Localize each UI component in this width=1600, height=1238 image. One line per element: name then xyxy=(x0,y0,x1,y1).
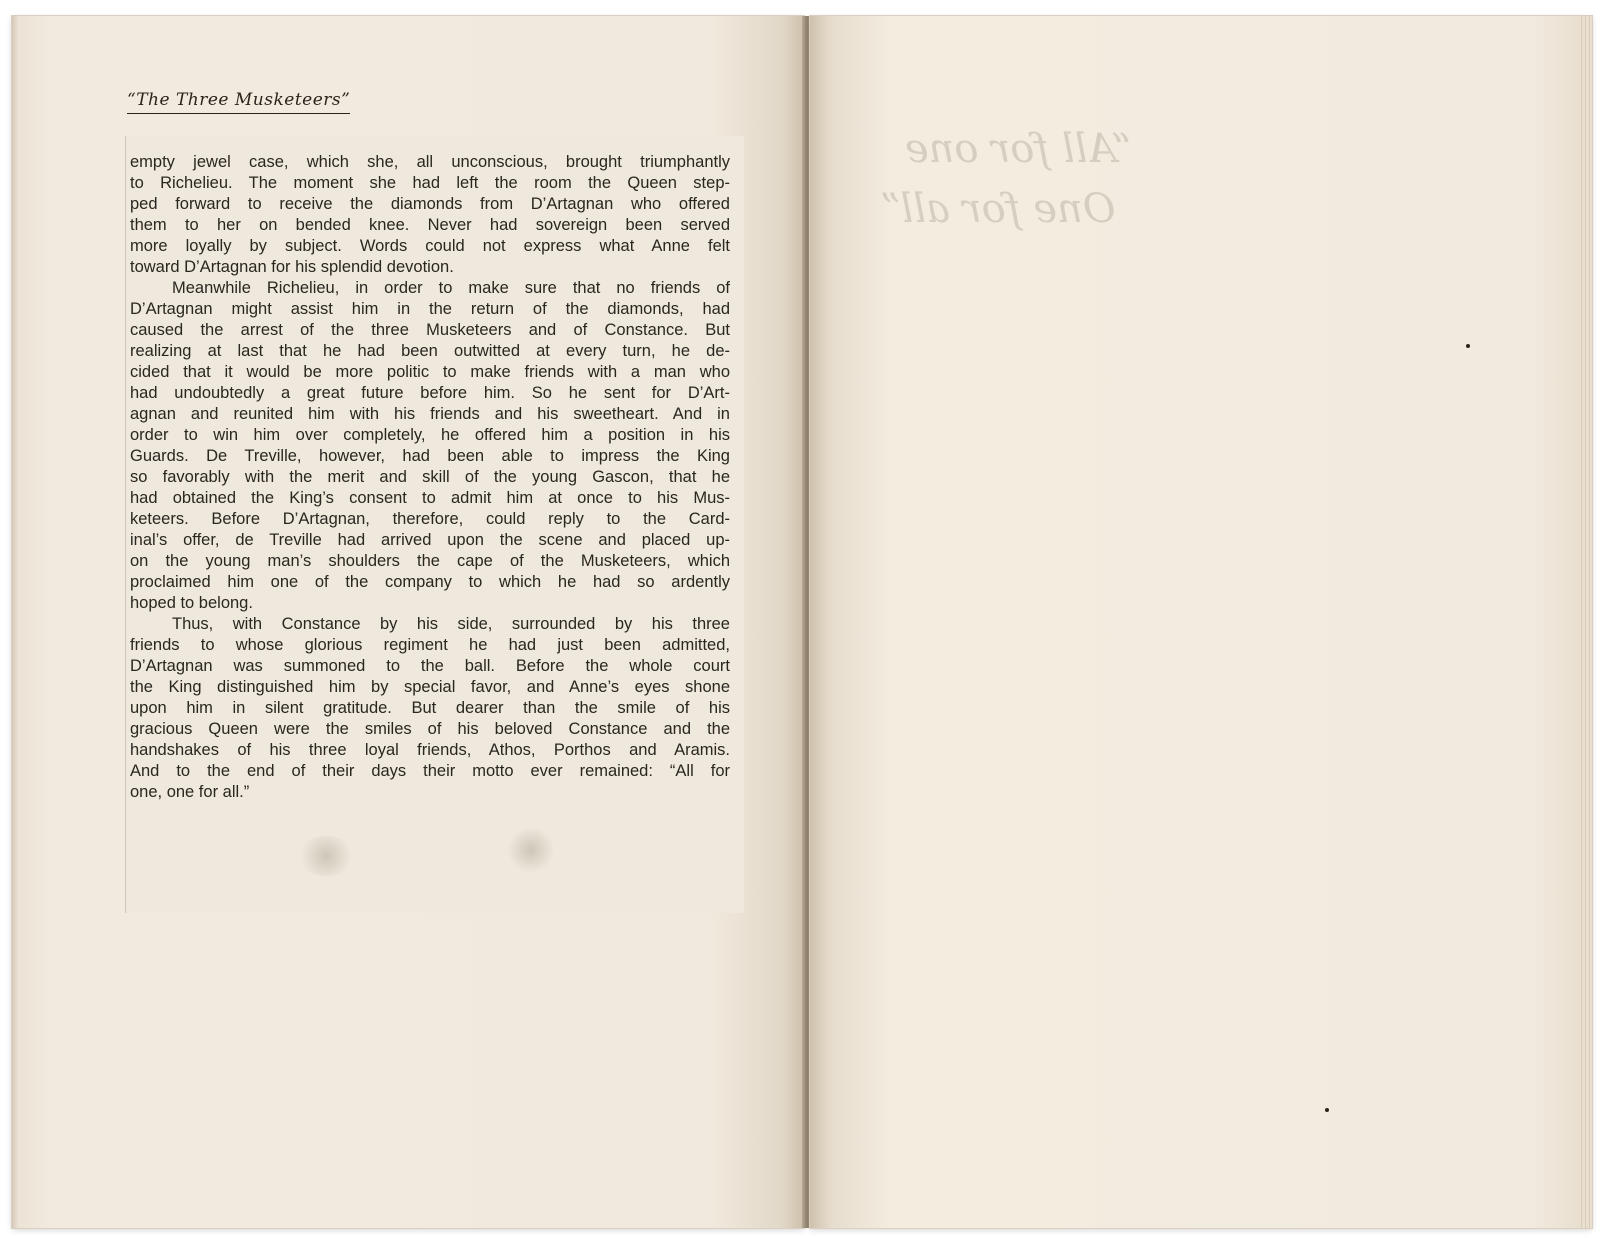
paragraph xyxy=(126,614,730,803)
smudge-mark xyxy=(296,836,356,876)
text-line: D’Artagnan was summoned to the ball. Before the whole court xyxy=(130,657,730,675)
text-line: Guards. De Treville, however, had been able to impress the King xyxy=(130,447,730,465)
bleed-through-line-1: “All for one xyxy=(905,126,1132,172)
text-line: on the young man’s shoulders the cape of the Musketeers, which xyxy=(130,552,730,570)
bleed-through-line-2: One for all” xyxy=(880,186,1116,232)
text-line: so favorably with the merit and skill of the young Gascon, that he xyxy=(130,468,730,486)
text-line: the King distinguished him by special favor, and Anne’s eyes shone xyxy=(130,678,730,696)
left-page-edge xyxy=(12,16,18,1228)
text-line: toward D’Artagnan for his splendid devotion. xyxy=(130,258,454,276)
text-line: one, one for all.” xyxy=(130,783,250,801)
text-line: agnan and reunited him with his friends and his sweetheart. And in xyxy=(130,405,730,423)
left-page xyxy=(12,16,804,1228)
right-page xyxy=(810,16,1592,1228)
text-line: ped forward to receive the diamonds from D’Artagnan who offered xyxy=(130,195,730,213)
text-line: realizing at last that he had been outwitted at every turn, he de- xyxy=(130,342,730,360)
text-line: gracious Queen were the smiles of his beloved Constance and the xyxy=(130,720,730,738)
text-line: them to her on bended knee. Never had sovereign been served xyxy=(130,216,730,234)
text-line: cided that it would be more politic to make friends with a man who xyxy=(130,363,730,381)
text-line: handshakes of his three loyal friends, Athos, Porthos and Aramis. xyxy=(130,741,730,759)
text-line: more loyally by subject. Words could not express what Anne felt xyxy=(130,237,730,255)
right-page-edge xyxy=(1578,16,1592,1228)
running-head: “The Three Musketeers” xyxy=(127,90,350,114)
book-spread xyxy=(10,16,1590,1228)
body-text xyxy=(126,152,744,803)
paper-speck xyxy=(1466,344,1470,348)
text-block xyxy=(125,136,744,913)
text-line: order to win him over completely, he offered him a position in his xyxy=(130,426,730,444)
paragraph xyxy=(126,278,730,614)
text-line: proclaimed him one of the company to which he had so ardently xyxy=(130,573,730,591)
text-line: hoped to belong. xyxy=(130,594,253,612)
paragraph xyxy=(126,152,730,278)
text-line: upon him in silent gratitude. But dearer than the smile of his xyxy=(130,699,730,717)
text-line: empty jewel case, which she, all unconscious, brought triumphantly xyxy=(130,153,730,171)
text-line: had obtained the King’s consent to admit him at once to his Mus- xyxy=(130,489,730,507)
text-line: to Richelieu. The moment she had left the room the Queen step- xyxy=(130,174,730,192)
text-line: Meanwhile Richelieu, in order to make sure that no friends of xyxy=(172,279,730,297)
text-line: caused the arrest of the three Musketeers and of Constance. But xyxy=(130,321,730,339)
smudge-mark xyxy=(506,828,556,872)
text-line: inal’s offer, de Treville had arrived upon the scene and placed up- xyxy=(130,531,730,549)
text-line: keteers. Before D’Artagnan, therefore, could reply to the Card- xyxy=(130,510,730,528)
paper-speck xyxy=(1325,1108,1329,1112)
text-line: And to the end of their days their motto ever remained: “All for xyxy=(130,762,730,780)
text-line: Thus, with Constance by his side, surrounded by his three xyxy=(172,615,730,633)
text-line: friends to whose glorious regiment he had just been admitted, xyxy=(130,636,730,654)
text-line: D’Artagnan might assist him in the return of the diamonds, had xyxy=(130,300,730,318)
text-line: had undoubtedly a great future before him. So he sent for D’Art- xyxy=(130,384,730,402)
